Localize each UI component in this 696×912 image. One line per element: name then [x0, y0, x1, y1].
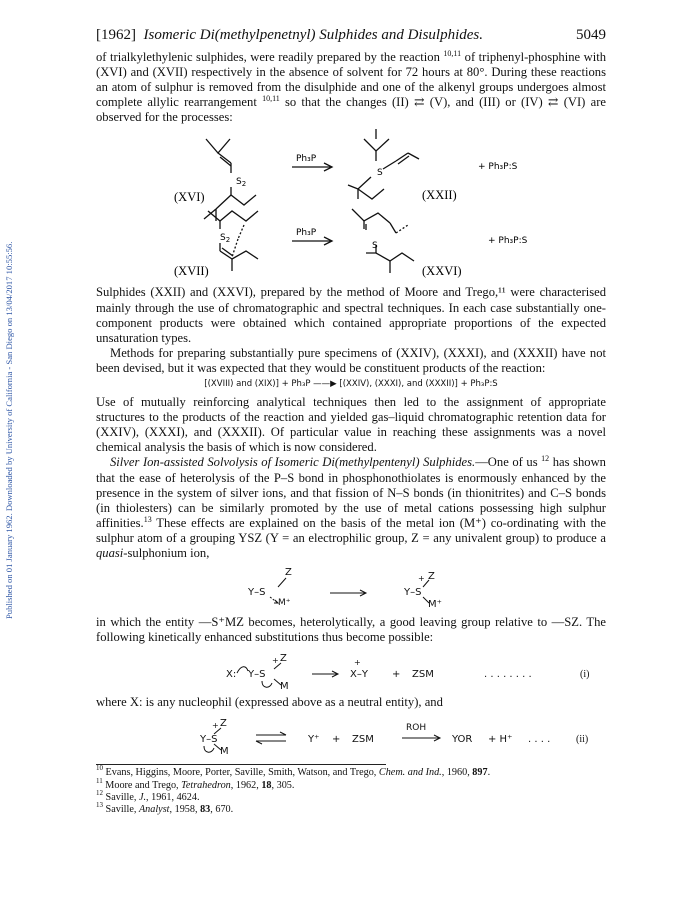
svg-text:Y–S: Y–S	[248, 669, 266, 681]
svg-text:Z: Z	[220, 718, 227, 730]
svg-text:M: M	[280, 681, 289, 692]
svg-text:. . . .: . . . .	[528, 734, 551, 746]
svg-text:M⁺: M⁺	[428, 599, 442, 611]
svg-text:M⁺: M⁺	[278, 598, 291, 609]
svg-text:(ii): (ii)	[576, 734, 589, 746]
svg-text:X:: X:	[226, 669, 237, 681]
page	[96, 20, 606, 816]
s2-label-2: $S_2$	[220, 233, 231, 245]
label-xvi: (XVI)	[174, 190, 205, 205]
reagent-label-1: Ph₃P	[296, 154, 317, 165]
svg-text:Y–S: Y–S	[248, 587, 266, 599]
paragraph-7: where X: is any nucleophil (expressed above as a neutral entity), and	[96, 695, 443, 710]
svg-text:+: +	[272, 656, 279, 666]
s-label-1: S	[377, 168, 383, 179]
page-number: 5049	[576, 27, 606, 43]
svg-text:Y–S: Y–S	[200, 734, 218, 746]
footnote-10: $^{10}$ Evans, Higgins, Moore, Porter, Saville, Smith, Watson, and Trego, Chem. and Ind., 1960, 897.	[96, 764, 491, 779]
svg-text:X–Y: X–Y	[350, 669, 368, 681]
product-label-1: + Ph₃P:S	[478, 162, 518, 173]
reaction-scheme	[96, 129, 606, 281]
paragraph-3: Methods for preparing substantially pure specimens of (XXIV), (XXXI), and (XXXII) have not been devised, but it was expected that they would be constituent products of the reaction:	[96, 345, 606, 375]
scheme-drawing	[96, 129, 606, 281]
equation-4	[96, 714, 606, 758]
svg-text:Z: Z	[428, 571, 435, 583]
header-title: Isomeric Di(methylpenetnyl) Sulphides and Disulphides.	[143, 27, 484, 43]
svg-text:Y⁺: Y⁺	[308, 734, 320, 746]
svg-text:+: +	[332, 734, 341, 746]
label-xxvi: (XXVI)	[422, 264, 462, 279]
svg-text:. . . . . . . .: . . . . . . . .	[484, 669, 532, 681]
svg-text:(i): (i)	[580, 669, 590, 681]
running-header	[96, 20, 606, 44]
svg-text:YOR: YOR	[452, 734, 473, 746]
equation-2-drawing	[96, 565, 606, 611]
svg-text:+: +	[212, 721, 219, 731]
svg-text:ROH: ROH	[406, 723, 427, 734]
paragraph-2: Sulphides (XXII) and (XXVI), prepared by the method of Moore and Trego,¹¹ were characterised mainly through the use of chromatographic and spectral techniques. In each case substantially one-component products were obtained which contained appropriate proportions of the expected unsaturation types.	[96, 285, 606, 345]
header-year: [1962]	[96, 27, 136, 43]
svg-text:+: +	[392, 669, 401, 681]
equation-3-drawing	[96, 649, 606, 691]
footnote-12: $^{12}$ Saville, J., 1961, 4624.	[96, 788, 200, 803]
svg-text:ZSM: ZSM	[352, 734, 374, 746]
equation-2	[96, 565, 606, 611]
svg-text:+ H⁺: + H⁺	[488, 734, 513, 746]
product-label-2: + Ph₃P:S	[488, 236, 528, 247]
s-label-2: S	[372, 241, 378, 252]
label-xxii: (XXII)	[422, 188, 457, 203]
paragraph-6: in which the entity —S⁺MZ becomes, heterolytically, a good leaving group relative to —SZ. The following kinetically enhanced substitutions thus become possible:	[96, 615, 606, 645]
svg-text:M: M	[220, 746, 229, 758]
footnote-rule	[96, 764, 386, 765]
svg-text:Y–S: Y–S	[404, 587, 422, 599]
svg-text:ZSM: ZSM	[412, 669, 434, 681]
equation-1: [(XVIII) and (XIX)] + Ph₃P ——▶ [(XXIV), (XXXI), and (XXXII)] + Ph₃P:S	[204, 379, 498, 390]
sidebar-citation: Published on 01 January 1962. Downloaded by University of California - San Diego on 13/04/2017 10:55:56.	[4, 241, 14, 619]
svg-text:+: +	[354, 658, 361, 668]
s2-label-1: $S_2$	[236, 177, 247, 189]
svg-text:Z: Z	[285, 567, 292, 579]
equation-3	[96, 649, 606, 691]
paragraph-5: Silver Ion-assisted Solvolysis of Isomeric Di(methylpentenyl) Sulphides.—One of us $^{12}$ has shown that the ease of heterolysis of the P–S bond in phosphonothiolates is enormously enhanced by the presence in the system of silver ions, and that fission of N–S bonds (in thionitrites) and C–S bonds (in thiolesters) can be similarly promoted by the use of metal cations possessing high sulphur affinities.$^{13}$ These effects are explained on the basis of the metal ion (M⁺) co-ordinating with the sulphur atom of a grouping YSZ (Y = an electrophilic group, Z = any univalent group) to produce a quasi-sulphonium ion,	[96, 454, 606, 560]
footnote-13: $^{13}$ Saville, Analyst, 1958, 83, 670.	[96, 800, 234, 815]
reagent-label-2: Ph₃P	[296, 228, 317, 239]
paragraph-4: Use of mutually reinforcing analytical techniques then led to the assignment of appropriate structures to the products of the reaction and yielded gas–liquid chromatographic retention data for (XXIV), (XXXI), and (XXXII). Of particular value in reaching these assignments was a novel chemical analysis the basis of which is now considered.	[96, 395, 606, 455]
label-xvii: (XVII)	[174, 264, 209, 279]
footnote-11: $^{11}$ Moore and Trego, Tetrahedron, 1962, 18, 305.	[96, 776, 295, 791]
header-text	[96, 27, 483, 44]
equation-4-drawing	[96, 714, 606, 758]
svg-text:+: +	[418, 574, 425, 584]
svg-text:Z: Z	[280, 653, 287, 665]
paragraph-1: of trialkylethylenic sulphides, were readily prepared by the reaction $^{10,11}$ of triphenyl-phosphine with (XVI) and (XVII) respectively in the absence of solvent for 72 hours at 80°. During these reactions an atom of sulphur is removed from the disulphide and one of the alkenyl groups undergoes almost complete allylic rearrangement $^{10,11}$ so that the changes (II) ⇄ (V), and (III) or (IV) ⇄ (VI) are observed for the processes:	[96, 49, 606, 125]
